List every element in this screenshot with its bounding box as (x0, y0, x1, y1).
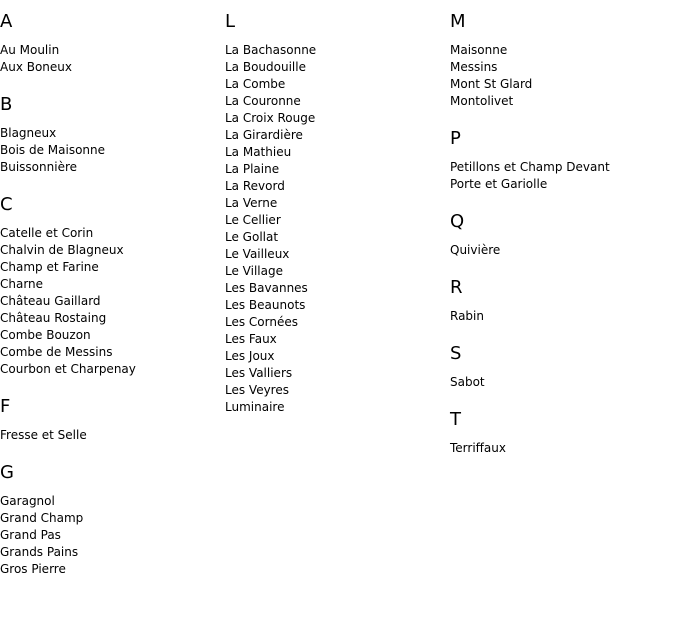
place-link[interactable]: Grands Pains (0, 545, 79, 559)
place-link[interactable]: Château Gaillard (0, 294, 101, 308)
place-list-item (225, 399, 450, 416)
letter-group (450, 127, 675, 193)
place-list-item (225, 161, 450, 178)
place-link[interactable]: Rabin (450, 309, 484, 323)
letter-group (0, 461, 225, 578)
place-link[interactable]: Combe Bouzon (0, 328, 91, 342)
letter-group (450, 210, 675, 259)
place-list-item (225, 42, 450, 59)
place-link[interactable]: Mont St Glard (450, 77, 533, 91)
place-link[interactable]: Petillons et Champ Devant (450, 160, 610, 174)
place-link[interactable]: Maisonne (450, 43, 508, 57)
place-list-item (225, 110, 450, 127)
place-list-item (0, 276, 225, 293)
place-list-item (0, 361, 225, 378)
place-list-item (0, 142, 225, 159)
place-list (450, 308, 675, 325)
letter-heading: G (0, 462, 14, 483)
place-link[interactable]: Porte et Gariolle (450, 177, 548, 191)
place-list-item (0, 527, 225, 544)
place-link[interactable]: Catelle et Corin (0, 226, 94, 240)
place-list-item (225, 93, 450, 110)
place-list-item (225, 280, 450, 297)
place-list-item (225, 382, 450, 399)
place-link[interactable]: Courbon et Charpenay (0, 362, 136, 376)
place-list (450, 242, 675, 259)
place-link[interactable]: La Combe (225, 77, 286, 91)
place-list-item (225, 127, 450, 144)
place-list-item (0, 427, 225, 444)
letter-heading: S (450, 343, 462, 364)
letter-heading: B (0, 94, 13, 115)
index-column-2 (225, 10, 450, 433)
place-link[interactable]: Les Cornées (225, 315, 298, 329)
place-link[interactable]: Chalvin de Blagneux (0, 243, 124, 257)
place-list-item (0, 310, 225, 327)
place-list-item (225, 331, 450, 348)
letter-group (0, 193, 225, 378)
letter-group (450, 10, 675, 110)
place-link[interactable]: Les Bavannes (225, 281, 308, 295)
place-list (0, 225, 225, 378)
place-list (0, 125, 225, 176)
place-list-item (0, 510, 225, 527)
place-list (450, 42, 675, 110)
place-list-item (0, 242, 225, 259)
place-link[interactable]: Luminaire (225, 400, 285, 414)
letter-heading: T (450, 409, 461, 430)
place-link[interactable]: Grand Champ (0, 511, 84, 525)
place-link[interactable]: Blagneux (0, 126, 57, 140)
letter-heading: C (0, 194, 13, 215)
place-link[interactable]: Charne (0, 277, 44, 291)
place-list-item (0, 344, 225, 361)
place-list (450, 440, 675, 457)
letter-heading: L (225, 11, 236, 32)
place-link[interactable]: Le Gollat (225, 230, 279, 244)
place-link[interactable]: Combe de Messins (0, 345, 113, 359)
place-link[interactable]: La Verne (225, 196, 278, 210)
letter-group (0, 395, 225, 444)
place-list-item (225, 365, 450, 382)
place-link[interactable]: Sabot (450, 375, 485, 389)
place-link[interactable]: La Revord (225, 179, 285, 193)
place-link[interactable]: Les Veyres (225, 383, 289, 397)
place-link[interactable]: Les Valliers (225, 366, 293, 380)
place-link[interactable]: Champ et Farine (0, 260, 99, 274)
place-list-item (450, 59, 675, 76)
place-list-item (225, 195, 450, 212)
letter-heading: A (0, 11, 13, 32)
place-link[interactable]: Quivière (450, 243, 501, 257)
place-list-item (450, 76, 675, 93)
place-list-item (0, 561, 225, 578)
place-list-item (0, 259, 225, 276)
letter-heading: M (450, 11, 466, 32)
place-link[interactable]: Garagnol (0, 494, 55, 508)
place-list-item (0, 544, 225, 561)
place-list-item (450, 159, 675, 176)
place-list-item (225, 297, 450, 314)
place-list-item (225, 212, 450, 229)
letter-heading: P (450, 128, 461, 149)
place-list-item (225, 348, 450, 365)
place-link[interactable]: La Croix Rouge (225, 111, 316, 125)
index-column-1 (0, 10, 225, 595)
place-list-item (450, 93, 675, 110)
place-list-item (225, 59, 450, 76)
place-list-item (450, 42, 675, 59)
index-column-3 (450, 10, 675, 474)
place-link[interactable]: Grand Pas (0, 528, 61, 542)
place-list (450, 159, 675, 193)
place-link[interactable]: Les Beaunots (225, 298, 306, 312)
place-link[interactable]: Fresse et Selle (0, 428, 87, 442)
place-list-item (225, 76, 450, 93)
place-list-item (0, 159, 225, 176)
place-list-item (225, 263, 450, 280)
place-list-item (0, 59, 225, 76)
place-link[interactable]: Le Vailleux (225, 247, 290, 261)
place-link[interactable]: Le Village (225, 264, 283, 278)
place-list-item (0, 225, 225, 242)
place-link[interactable]: Bois de Maisonne (0, 143, 106, 157)
place-link[interactable]: La Couronne (225, 94, 301, 108)
place-list-item (0, 327, 225, 344)
place-list (0, 42, 225, 76)
place-list (225, 42, 450, 416)
place-list-item (225, 144, 450, 161)
place-link[interactable]: Le Cellier (225, 213, 281, 227)
place-list-item (225, 178, 450, 195)
place-link[interactable]: Au Moulin (0, 43, 60, 57)
letter-heading: F (0, 396, 11, 417)
place-list (450, 374, 675, 391)
place-link[interactable]: Montolivet (450, 94, 514, 108)
letter-heading: Q (450, 211, 465, 232)
place-list-item (225, 246, 450, 263)
place-list-item (0, 125, 225, 142)
letter-group (225, 10, 450, 416)
place-link[interactable]: Buissonnière (0, 160, 77, 174)
place-list-item (450, 176, 675, 193)
place-link[interactable]: La Plaine (225, 162, 280, 176)
place-link[interactable]: Terriffaux (450, 441, 506, 455)
place-list (0, 427, 225, 444)
place-link[interactable]: Aux Boneux (0, 60, 72, 74)
place-list-item (0, 493, 225, 510)
letter-group (0, 10, 225, 76)
place-link[interactable]: La Mathieu (225, 145, 292, 159)
letter-group (450, 276, 675, 325)
place-list-item (225, 314, 450, 331)
place-link[interactable]: La Boudouille (225, 60, 306, 74)
letter-heading: R (450, 277, 463, 298)
place-list-item (0, 293, 225, 310)
letter-group (450, 408, 675, 457)
place-list-item (450, 440, 675, 457)
place-list-item (450, 308, 675, 325)
place-link[interactable]: Les Faux (225, 332, 277, 346)
place-list-item (450, 374, 675, 391)
place-list-item (225, 229, 450, 246)
place-list-item (0, 42, 225, 59)
place-link[interactable]: La Bachasonne (225, 43, 317, 57)
place-link[interactable]: Château Rostaing (0, 311, 107, 325)
place-link[interactable]: La Girardière (225, 128, 303, 142)
letter-group (450, 342, 675, 391)
place-list (0, 493, 225, 578)
place-link[interactable]: Messins (450, 60, 498, 74)
place-link[interactable]: Gros Pierre (0, 562, 66, 576)
letter-group (0, 93, 225, 176)
place-list-item (450, 242, 675, 259)
place-link[interactable]: Les Joux (225, 349, 275, 363)
